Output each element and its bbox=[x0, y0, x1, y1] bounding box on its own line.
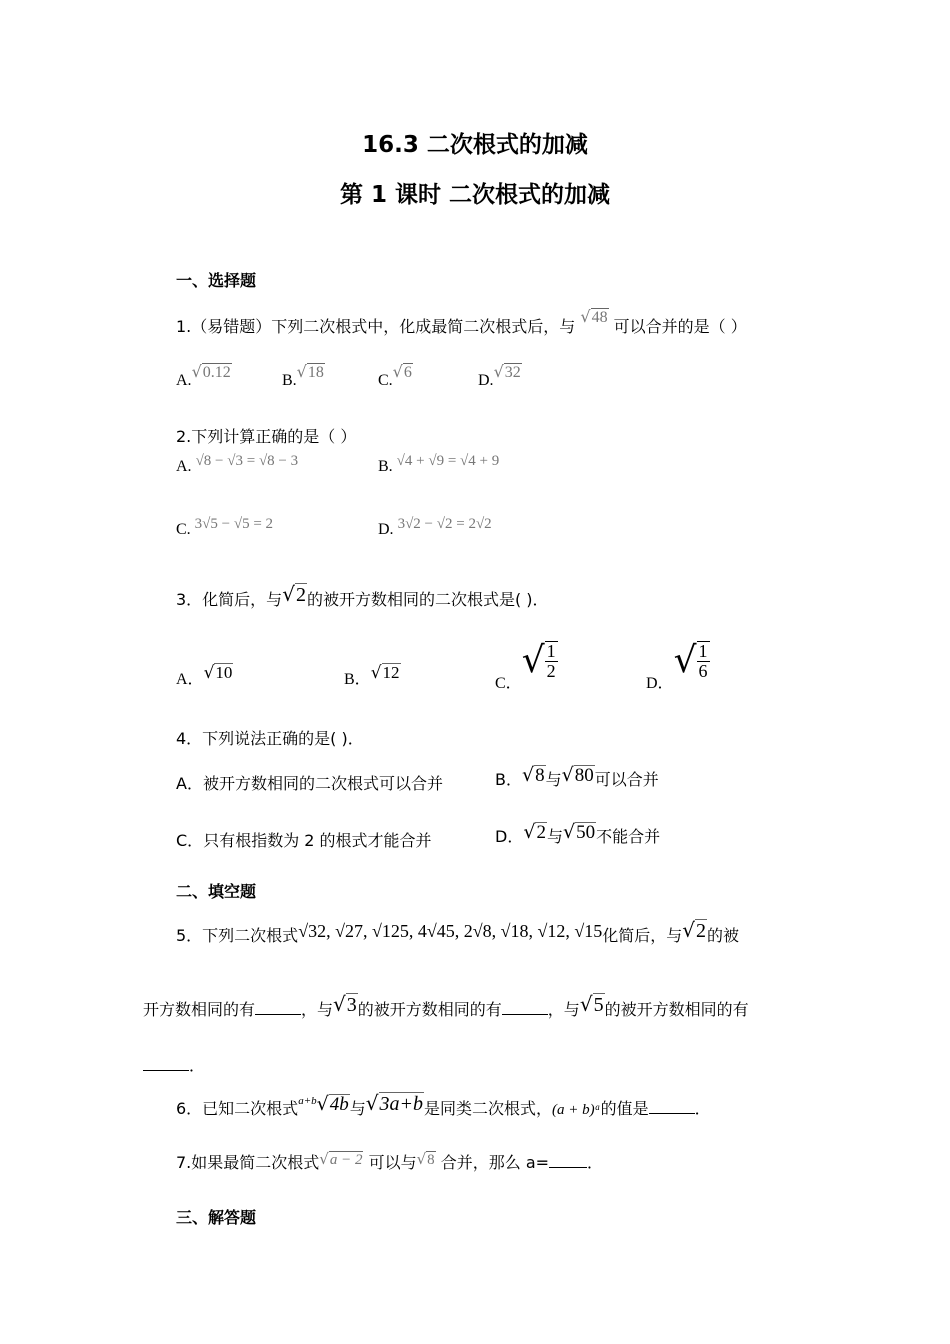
section-heading-solve: 三、解答题 bbox=[176, 1208, 257, 1227]
q2-option-c: C. 3√5 − √5 = 2 bbox=[176, 516, 274, 538]
section-heading-choice: 一、选择题 bbox=[176, 271, 257, 290]
q3-option-d: D．√ $\frac{1}{6}$ bbox=[646, 640, 708, 693]
question-2: 2.下列计算正确的是（ ） bbox=[176, 427, 357, 446]
page-title: 16.3 二次根式的加减 bbox=[362, 132, 588, 158]
page-subtitle: 第 1 课时 二次根式的加减 bbox=[339, 182, 611, 208]
answer-blank[interactable] bbox=[549, 1151, 587, 1168]
q2-option-b: B. √4 + √9 = √4 + 9 bbox=[378, 453, 500, 475]
answer-blank[interactable] bbox=[649, 1097, 695, 1114]
question-3: 3．化简后，与√2的被开方数相同的二次根式是( )． bbox=[176, 582, 549, 609]
question-1 bbox=[176, 307, 747, 337]
q3-option-b: B．√12 bbox=[344, 663, 400, 688]
question-4: 4．下列说法正确的是( )． bbox=[176, 729, 364, 748]
question-5-line-3: ． bbox=[143, 1053, 205, 1076]
q3-option-a: A．√10 bbox=[176, 663, 233, 688]
q4-option-a: A．被开方数相同的二次根式可以合并 bbox=[176, 774, 443, 793]
answer-blank[interactable] bbox=[143, 1054, 189, 1071]
q1-option-d: D.√32 bbox=[478, 362, 521, 389]
q2-option-d: D. 3√2 − √2 = 2√2 bbox=[378, 516, 492, 538]
q1-option-c: C.√6 bbox=[378, 362, 412, 389]
q4-option-b: B．√8与√80可以合并 bbox=[495, 764, 659, 789]
section-heading-fill: 二、填空题 bbox=[176, 882, 257, 901]
question-1-prefix: 1.（易错题）下列二次根式中，化成最简二次根式后，与 bbox=[176, 317, 576, 336]
question-5-line-1: 5．下列二次根式√32, √27, √125, 4√45, 2√8, √18, √12, √15化简后，与√2的被 bbox=[176, 918, 739, 945]
question-1-suffix: 可以合并的是（ ） bbox=[613, 317, 747, 336]
question-5-line-2: 开方数相同的有 ，与√3的被开方数相同的有 ，与√5的被开方数相同的有 bbox=[143, 992, 749, 1019]
q3-option-c: C．√ $\frac{1}{2}$ bbox=[495, 640, 556, 693]
q1-option-a: A.√0.12 bbox=[176, 362, 231, 389]
q4-option-c: C．只有根指数为 2 的根式才能合并 bbox=[176, 831, 432, 850]
question-7: 7.如果最简二次根式√a − 2 可以与√8 合并，那么 a= ． bbox=[176, 1150, 604, 1172]
answer-blank[interactable] bbox=[502, 998, 548, 1015]
question-6: 6．已知二次根式$^{a+b}$√4b与√3a+b是同类二次根式，(a + b)ᵃ的值是 ． bbox=[176, 1091, 711, 1118]
answer-blank[interactable] bbox=[255, 998, 301, 1015]
q2-option-a: A. √8 − √3 = √8 − 3 bbox=[176, 453, 299, 475]
q4-option-d: D．√2与√50不能合并 bbox=[495, 821, 661, 846]
q1-option-b: B.√18 bbox=[282, 362, 324, 389]
question-1-radical: √48 bbox=[580, 307, 608, 326]
